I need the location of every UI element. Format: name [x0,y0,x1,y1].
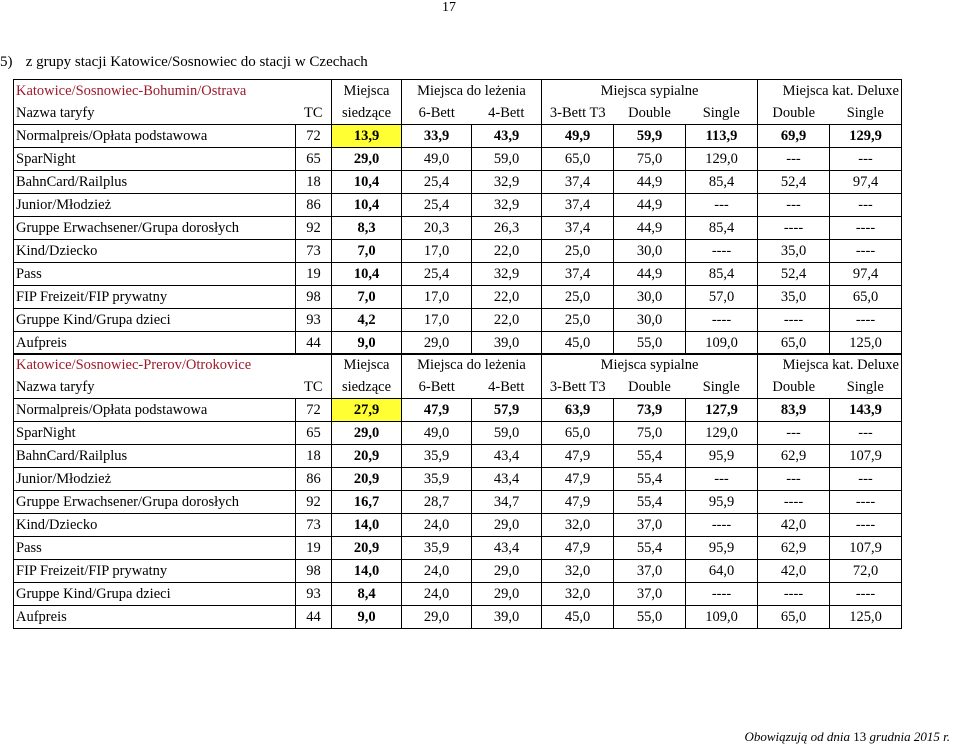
section-number: 5) [0,54,13,70]
table-row [14,309,902,332]
fare-value-cell: 20,9 [332,537,402,560]
fare-value-cell: --- [758,468,830,491]
fare-value-cell: 25,0 [542,309,614,332]
fare-value-cell: 129,0 [686,148,758,171]
fare-value-cell: 59,0 [472,422,542,445]
fare-value-cell: 52,4 [758,171,830,194]
fare-value-cell: 92 [296,491,332,514]
fare-value-cell: 44 [296,332,332,355]
fare-value-cell: 14,0 [332,560,402,583]
fare-value-cell: 98 [296,560,332,583]
fare-name-cell: Pass [14,537,296,560]
fare-value-cell: 24,0 [402,583,472,606]
column-header-c6: 6-Bett [402,376,472,399]
fare-value-cell: 73,9 [614,399,686,422]
fare-value-cell: 57,0 [686,286,758,309]
fare-value-cell: ---- [686,583,758,606]
fare-value-cell: 20,3 [402,217,472,240]
column-header-ss: Single [686,102,758,125]
header-sleeper: Miejsca sypialne [542,354,758,377]
table-row [14,240,902,263]
fare-name-cell: SparNight [14,422,296,445]
fare-value-cell: 47,9 [402,399,472,422]
fare-value-cell: 7,0 [332,286,402,309]
fare-value-cell: 109,0 [686,606,758,629]
fare-value-cell: ---- [830,309,902,332]
fare-value-cell: 35,9 [402,468,472,491]
header-sleeper: Miejsca sypialne [542,80,758,103]
fare-value-cell: 37,4 [542,263,614,286]
fare-value-cell: 18 [296,445,332,468]
fare-value-cell: --- [758,148,830,171]
fare-value-cell: 59,9 [614,125,686,148]
fare-value-cell: 73 [296,514,332,537]
fare-value-cell: 32,9 [472,194,542,217]
table-row [14,263,902,286]
fare-value-cell: 32,0 [542,583,614,606]
column-header-sd: Double [614,376,686,399]
column-header-name: Nazwa taryfy [14,102,296,125]
fare-value-cell: 37,0 [614,514,686,537]
column-header-ss: Single [686,376,758,399]
fare-value-cell: 7,0 [332,240,402,263]
fare-value-cell: 62,9 [758,537,830,560]
column-header-seats: siedzące [332,102,402,125]
fare-value-cell: 98 [296,286,332,309]
fare-value-cell: 27,9 [332,399,402,422]
fare-value-cell: 86 [296,468,332,491]
header-deluxe: Miejsca kat. Deluxe [758,80,902,103]
fare-value-cell: 85,4 [686,217,758,240]
fare-value-cell: ---- [758,583,830,606]
fare-value-cell: 28,7 [402,491,472,514]
table-row [14,194,902,217]
fare-value-cell: 9,0 [332,606,402,629]
column-header-dd: Double [758,102,830,125]
fare-value-cell: 37,4 [542,194,614,217]
fare-value-cell: 4,2 [332,309,402,332]
fare-value-cell: 18 [296,171,332,194]
header-couchette: Miejsca do leżenia [402,354,542,377]
fare-value-cell: 42,0 [758,560,830,583]
fare-value-cell: 13,9 [332,125,402,148]
fare-value-cell: 32,0 [542,560,614,583]
fare-value-cell: 16,7 [332,491,402,514]
fare-value-cell: ---- [758,217,830,240]
fare-value-cell: 107,9 [830,537,902,560]
fare-value-cell: 34,7 [472,491,542,514]
table-row [14,125,902,148]
fare-name-cell: FIP Freizeit/FIP prywatny [14,286,296,309]
table-row [14,468,902,491]
fare-value-cell: 44 [296,606,332,629]
fare-value-cell: --- [830,468,902,491]
fare-value-cell: 35,9 [402,537,472,560]
fare-value-cell: 22,0 [472,309,542,332]
header-seats: Miejsca [332,80,402,103]
fare-value-cell: 47,9 [542,468,614,491]
header-row-groups [14,354,902,377]
table-row [14,445,902,468]
fare-value-cell: 143,9 [830,399,902,422]
column-header-tc: TC [296,376,332,399]
fare-value-cell: 47,9 [542,491,614,514]
fare-value-cell: 65,0 [542,422,614,445]
fare-value-cell: 29,0 [472,514,542,537]
fare-value-cell: 29,0 [332,422,402,445]
fare-name-cell: Junior/Młodzież [14,468,296,491]
fare-value-cell: 17,0 [402,240,472,263]
fare-value-cell: 33,9 [402,125,472,148]
validity-rest: grudnia 2015 r. [869,729,950,744]
fare-value-cell: 37,4 [542,171,614,194]
table-title: Katowice/Sosnowiec-Prerov/Otrokovice [14,354,332,377]
table-title: Katowice/Sosnowiec-Bohumin/Ostrava [14,80,332,103]
fare-value-cell: 55,4 [614,445,686,468]
fare-value-cell: 65,0 [542,148,614,171]
fare-value-cell: 24,0 [402,514,472,537]
fare-value-cell: 30,0 [614,309,686,332]
fare-value-cell: 26,3 [472,217,542,240]
fare-value-cell: 75,0 [614,148,686,171]
fare-value-cell: 72 [296,125,332,148]
fare-value-cell: 129,9 [830,125,902,148]
fare-value-cell: 97,4 [830,171,902,194]
table-row [14,606,902,629]
fare-value-cell: 29,0 [472,583,542,606]
fare-value-cell: 35,9 [402,445,472,468]
column-header-s3: 3-Bett T3 [542,102,614,125]
page-number: 17 [442,0,456,15]
fare-value-cell: 44,9 [614,194,686,217]
fare-value-cell: 72,0 [830,560,902,583]
fare-value-cell: --- [830,148,902,171]
fare-value-cell: 62,9 [758,445,830,468]
fare-value-cell: 95,9 [686,491,758,514]
fare-name-cell: Kind/Dziecko [14,240,296,263]
table-row [14,399,902,422]
fare-value-cell: 59,0 [472,148,542,171]
header-row-columns [14,376,902,399]
fare-name-cell: Junior/Młodzież [14,194,296,217]
fare-value-cell: 43,9 [472,125,542,148]
fare-name-cell: Gruppe Kind/Grupa dzieci [14,309,296,332]
column-header-dd: Double [758,376,830,399]
column-header-s3: 3-Bett T3 [542,376,614,399]
fare-name-cell: BahnCard/Railplus [14,171,296,194]
fare-value-cell: --- [830,422,902,445]
column-header-ds: Single [830,102,902,125]
fare-value-cell: 25,4 [402,263,472,286]
fare-value-cell: 63,9 [542,399,614,422]
fare-value-cell: 113,9 [686,125,758,148]
fare-value-cell: 49,0 [402,422,472,445]
fare-value-cell: 19 [296,263,332,286]
fare-value-cell: 93 [296,583,332,606]
fare-value-cell: --- [686,468,758,491]
fare-value-cell: 10,4 [332,171,402,194]
column-header-sd: Double [614,102,686,125]
fare-value-cell: 92 [296,217,332,240]
column-header-tc: TC [296,102,332,125]
table-row [14,332,902,355]
fare-table-bohumin [13,79,902,355]
fare-value-cell: 49,9 [542,125,614,148]
fare-value-cell: 49,0 [402,148,472,171]
fare-value-cell: 47,9 [542,445,614,468]
fare-value-cell: 39,0 [472,332,542,355]
fare-value-cell: 55,4 [614,491,686,514]
column-header-c4: 4-Bett [472,102,542,125]
header-row-columns [14,102,902,125]
fare-value-cell: 55,0 [614,606,686,629]
fare-value-cell: 17,0 [402,286,472,309]
fare-value-cell: 57,9 [472,399,542,422]
fare-value-cell: ---- [758,491,830,514]
fare-value-cell: 9,0 [332,332,402,355]
fare-value-cell: 35,0 [758,286,830,309]
fare-value-cell: 22,0 [472,286,542,309]
column-header-seats: siedzące [332,376,402,399]
validity-prefix: Obowiązują od dnia [744,729,850,744]
fare-value-cell: 42,0 [758,514,830,537]
fare-value-cell: 32,9 [472,263,542,286]
fare-value-cell: 25,4 [402,194,472,217]
fare-value-cell: 32,9 [472,171,542,194]
fare-value-cell: 20,9 [332,468,402,491]
fare-value-cell: 93 [296,309,332,332]
fare-value-cell: 43,4 [472,445,542,468]
fare-value-cell: 64,0 [686,560,758,583]
fare-value-cell: 45,0 [542,606,614,629]
fare-name-cell: SparNight [14,148,296,171]
fare-value-cell: 43,4 [472,537,542,560]
fare-value-cell: ---- [686,514,758,537]
fare-value-cell: 127,9 [686,399,758,422]
fare-value-cell: 107,9 [830,445,902,468]
fare-value-cell: ---- [830,514,902,537]
fare-value-cell: 20,9 [332,445,402,468]
column-header-c6: 6-Bett [402,102,472,125]
fare-value-cell: 29,0 [332,148,402,171]
fare-value-cell: 86 [296,194,332,217]
fare-name-cell: Aufpreis [14,606,296,629]
fare-value-cell: 85,4 [686,171,758,194]
fare-value-cell: 65 [296,148,332,171]
fare-value-cell: 72 [296,399,332,422]
fare-value-cell: --- [830,194,902,217]
fare-value-cell: 25,4 [402,171,472,194]
fare-value-cell: 14,0 [332,514,402,537]
fare-value-cell: 95,9 [686,537,758,560]
fare-value-cell: 44,9 [614,171,686,194]
fare-value-cell: 10,4 [332,194,402,217]
fare-value-cell: 109,0 [686,332,758,355]
header-seats: Miejsca [332,354,402,377]
fare-value-cell: 29,0 [402,332,472,355]
table-row [14,491,902,514]
header-deluxe: Miejsca kat. Deluxe [758,354,902,377]
fare-value-cell: ---- [758,309,830,332]
fare-value-cell: 35,0 [758,240,830,263]
fare-value-cell: 129,0 [686,422,758,445]
fare-name-cell: Gruppe Kind/Grupa dzieci [14,583,296,606]
fare-value-cell: ---- [686,240,758,263]
fare-value-cell: 44,9 [614,217,686,240]
fare-value-cell: 37,4 [542,217,614,240]
fare-value-cell: 39,0 [472,606,542,629]
fare-value-cell: ---- [830,491,902,514]
validity-note [744,729,950,745]
table-row [14,560,902,583]
fare-value-cell: 125,0 [830,332,902,355]
fare-name-cell: Gruppe Erwachsener/Grupa dorosłych [14,217,296,240]
fare-value-cell: 19 [296,537,332,560]
fare-value-cell: 10,4 [332,263,402,286]
fare-value-cell: 83,9 [758,399,830,422]
header-couchette: Miejsca do leżenia [402,80,542,103]
fare-value-cell: 24,0 [402,560,472,583]
fare-value-cell: 30,0 [614,240,686,263]
fare-value-cell: 85,4 [686,263,758,286]
fare-name-cell: Gruppe Erwachsener/Grupa dorosłych [14,491,296,514]
table-row [14,286,902,309]
fare-value-cell: 125,0 [830,606,902,629]
fare-value-cell: 30,0 [614,286,686,309]
fare-value-cell: 17,0 [402,309,472,332]
fare-name-cell: Kind/Dziecko [14,514,296,537]
fare-value-cell: ---- [830,217,902,240]
fare-value-cell: 37,0 [614,583,686,606]
fare-value-cell: --- [758,422,830,445]
fare-value-cell: 47,9 [542,537,614,560]
table-row [14,217,902,240]
fare-value-cell: 29,0 [472,560,542,583]
section-heading [0,53,368,71]
fare-value-cell: 43,4 [472,468,542,491]
fare-value-cell: --- [758,194,830,217]
fare-value-cell: 65 [296,422,332,445]
column-header-ds: Single [830,376,902,399]
validity-day: 13 [853,729,867,744]
fare-value-cell: 37,0 [614,560,686,583]
table-row [14,583,902,606]
fare-value-cell: 55,4 [614,537,686,560]
table-row [14,148,902,171]
fare-value-cell: 25,0 [542,240,614,263]
column-header-name: Nazwa taryfy [14,376,296,399]
fare-value-cell: 29,0 [402,606,472,629]
fare-name-cell: Normalpreis/Opłata podstawowa [14,125,296,148]
fare-value-cell: ---- [830,240,902,263]
fare-value-cell: 65,0 [758,606,830,629]
fare-name-cell: BahnCard/Railplus [14,445,296,468]
fare-value-cell: 52,4 [758,263,830,286]
header-row-groups [14,80,902,103]
fare-table-prerov [13,353,902,629]
fare-value-cell: 65,0 [830,286,902,309]
fare-name-cell: Aufpreis [14,332,296,355]
fare-value-cell: 22,0 [472,240,542,263]
fare-value-cell: 75,0 [614,422,686,445]
table-row [14,514,902,537]
table-row [14,422,902,445]
fare-value-cell: 8,3 [332,217,402,240]
table-row [14,171,902,194]
table-row [14,537,902,560]
fare-value-cell: 44,9 [614,263,686,286]
fare-value-cell: 95,9 [686,445,758,468]
fare-value-cell: 25,0 [542,286,614,309]
fare-value-cell: ---- [830,583,902,606]
fare-value-cell: --- [686,194,758,217]
fare-value-cell: 55,0 [614,332,686,355]
fare-value-cell: 69,9 [758,125,830,148]
fare-value-cell: 65,0 [758,332,830,355]
column-header-c4: 4-Bett [472,376,542,399]
fare-value-cell: 32,0 [542,514,614,537]
fare-name-cell: Normalpreis/Opłata podstawowa [14,399,296,422]
fare-value-cell: 45,0 [542,332,614,355]
fare-value-cell: 55,4 [614,468,686,491]
fare-name-cell: Pass [14,263,296,286]
fare-value-cell: 73 [296,240,332,263]
section-text: z grupy stacji Katowice/Sosnowiec do stacji w Czechach [25,54,368,70]
fare-value-cell: 8,4 [332,583,402,606]
fare-value-cell: 97,4 [830,263,902,286]
fare-name-cell: FIP Freizeit/FIP prywatny [14,560,296,583]
fare-value-cell: ---- [686,309,758,332]
